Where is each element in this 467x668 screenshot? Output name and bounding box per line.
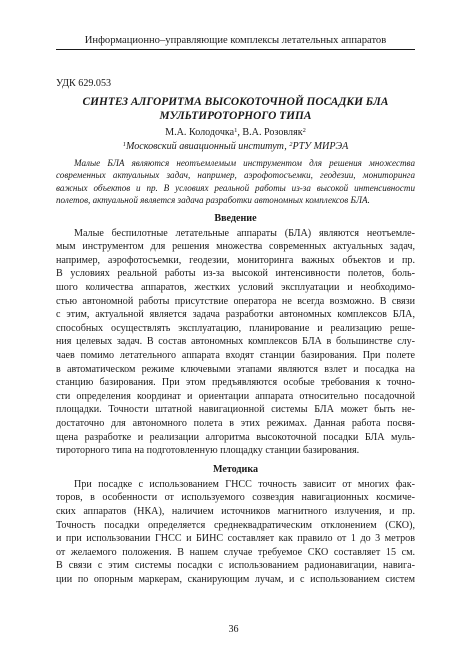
author-affil-mark: 1	[234, 127, 238, 134]
text-line: способных осуществлять эксплуатацию, планирование и реализацию реше-	[56, 322, 415, 334]
methods-paragraph	[56, 478, 415, 587]
text-line: ских аппаратов (НКА), наличием источников магнитного излучения, и пр.	[56, 505, 415, 517]
text-line: станцию базирования. При этом предъявляются особые требования к точно-	[56, 377, 415, 389]
text-line: от желаемого положения. В нашем случае требуемое СКО составляет 15 см.	[56, 546, 415, 558]
text-line: щена разработке и реализации алгоритма высокоточной посадки БЛА муль-	[56, 431, 415, 443]
text-line: шого количества аппаратов, жестких условий эксплуатации и необходимо-	[56, 282, 415, 293]
author-separator: ,	[237, 127, 243, 138]
text-line: достаточно для автономного полета в этих режимах. Данная работа посвя-	[56, 417, 415, 429]
abstract: Малые БЛА являются неотъемлемым инструментом для решения множества современных актуальных задач, например, аэрофотосъемки, геодезии, мониторинга важных объектов и пр. В условиях реальной работы из-за высокой интенсивности полетов, актуальной является задача разработки автономных комплексов БЛА.	[56, 158, 415, 206]
affiliation-org: РТУ МИРЭА	[292, 140, 349, 152]
affiliations	[56, 140, 415, 154]
text-line: торов, в особенности от используемого созвездия навигационных космиче-	[56, 492, 415, 504]
text-line: с этим, актуальной является задача разработки автономных комплексов БЛА,	[56, 309, 415, 321]
introduction-paragraph	[56, 227, 415, 458]
text-line: чаев помимо летательного аппарата входят станции базирования. При полете	[56, 349, 415, 361]
running-head: Информационно–управляющие комплексы летательных аппаратов	[56, 34, 415, 50]
author-affil-mark: 2	[302, 127, 306, 134]
author-name: М.А. Колодочка	[165, 127, 235, 138]
article-title	[56, 95, 415, 123]
title-line: МУЛЬТИРОТОРНОГО ТИПА	[159, 110, 312, 122]
text-line: В условиях реальной работы из-за высокой интенсивности полетов, боль-	[56, 268, 415, 280]
text-line: ции по опорным маркерам, сканирующим лучам, и с использованием систем	[56, 573, 415, 585]
author-name: В.А. Розовляк	[242, 127, 303, 138]
affiliation-org: Московский авиационный институт,	[125, 140, 290, 152]
text-line: При посадке с использованием ГНСС точность зависит от многих фак-	[74, 478, 415, 490]
text-line: площадки. Точности штатной навигационной системы БЛА может быть не-	[56, 404, 415, 416]
text-line: сти определения координат и ориентации аппарата относительно посадочной	[56, 390, 415, 402]
text-line: например, аэрофотосъемки, геодезии, мониторинга важных объектов и пр.	[56, 254, 415, 266]
text-line: Малые беспилотные летательные аппараты (БЛА) являются неотъемле-	[74, 227, 415, 239]
udc-code: УДК 629.053	[56, 78, 112, 89]
text-line: ния целевых задач. В состав автономных комплексов БЛА в большинстве слу-	[56, 336, 415, 348]
text-line: В связи с этим системы посадки с использованием радионавигации, навига-	[56, 560, 415, 572]
authors	[56, 126, 415, 140]
text-line: мым инструментом для решения множества современных актуальных задач,	[56, 241, 415, 253]
text-line: стью автономной работы присутствие оператора не всегда возможно. В связи	[56, 295, 415, 307]
text-line: в автоматическом режиме ключевыми этапами являются взлет и посадка на	[56, 363, 415, 375]
affil-mark: 2	[289, 140, 293, 148]
text-line: тироторного типа на подготовленную площадку станции базирования.	[56, 445, 360, 457]
text-line: и при использовании ГНСС и БИНС составляет как правило от 1 до 3 метров	[56, 533, 415, 545]
section-heading-introduction: Введение	[214, 212, 257, 224]
article-body	[56, 77, 415, 586]
section-heading-methods: Методика	[212, 463, 259, 475]
page-number: 36	[228, 624, 239, 635]
text-line: Точность посадки определяется среднеквадратическим отклонением (СКО),	[56, 519, 415, 531]
title-line: СИНТЕЗ АЛГОРИТМА ВЫСОКОТОЧНОЙ ПОСАДКИ БЛА	[82, 96, 389, 108]
affil-mark: 1	[122, 140, 126, 148]
